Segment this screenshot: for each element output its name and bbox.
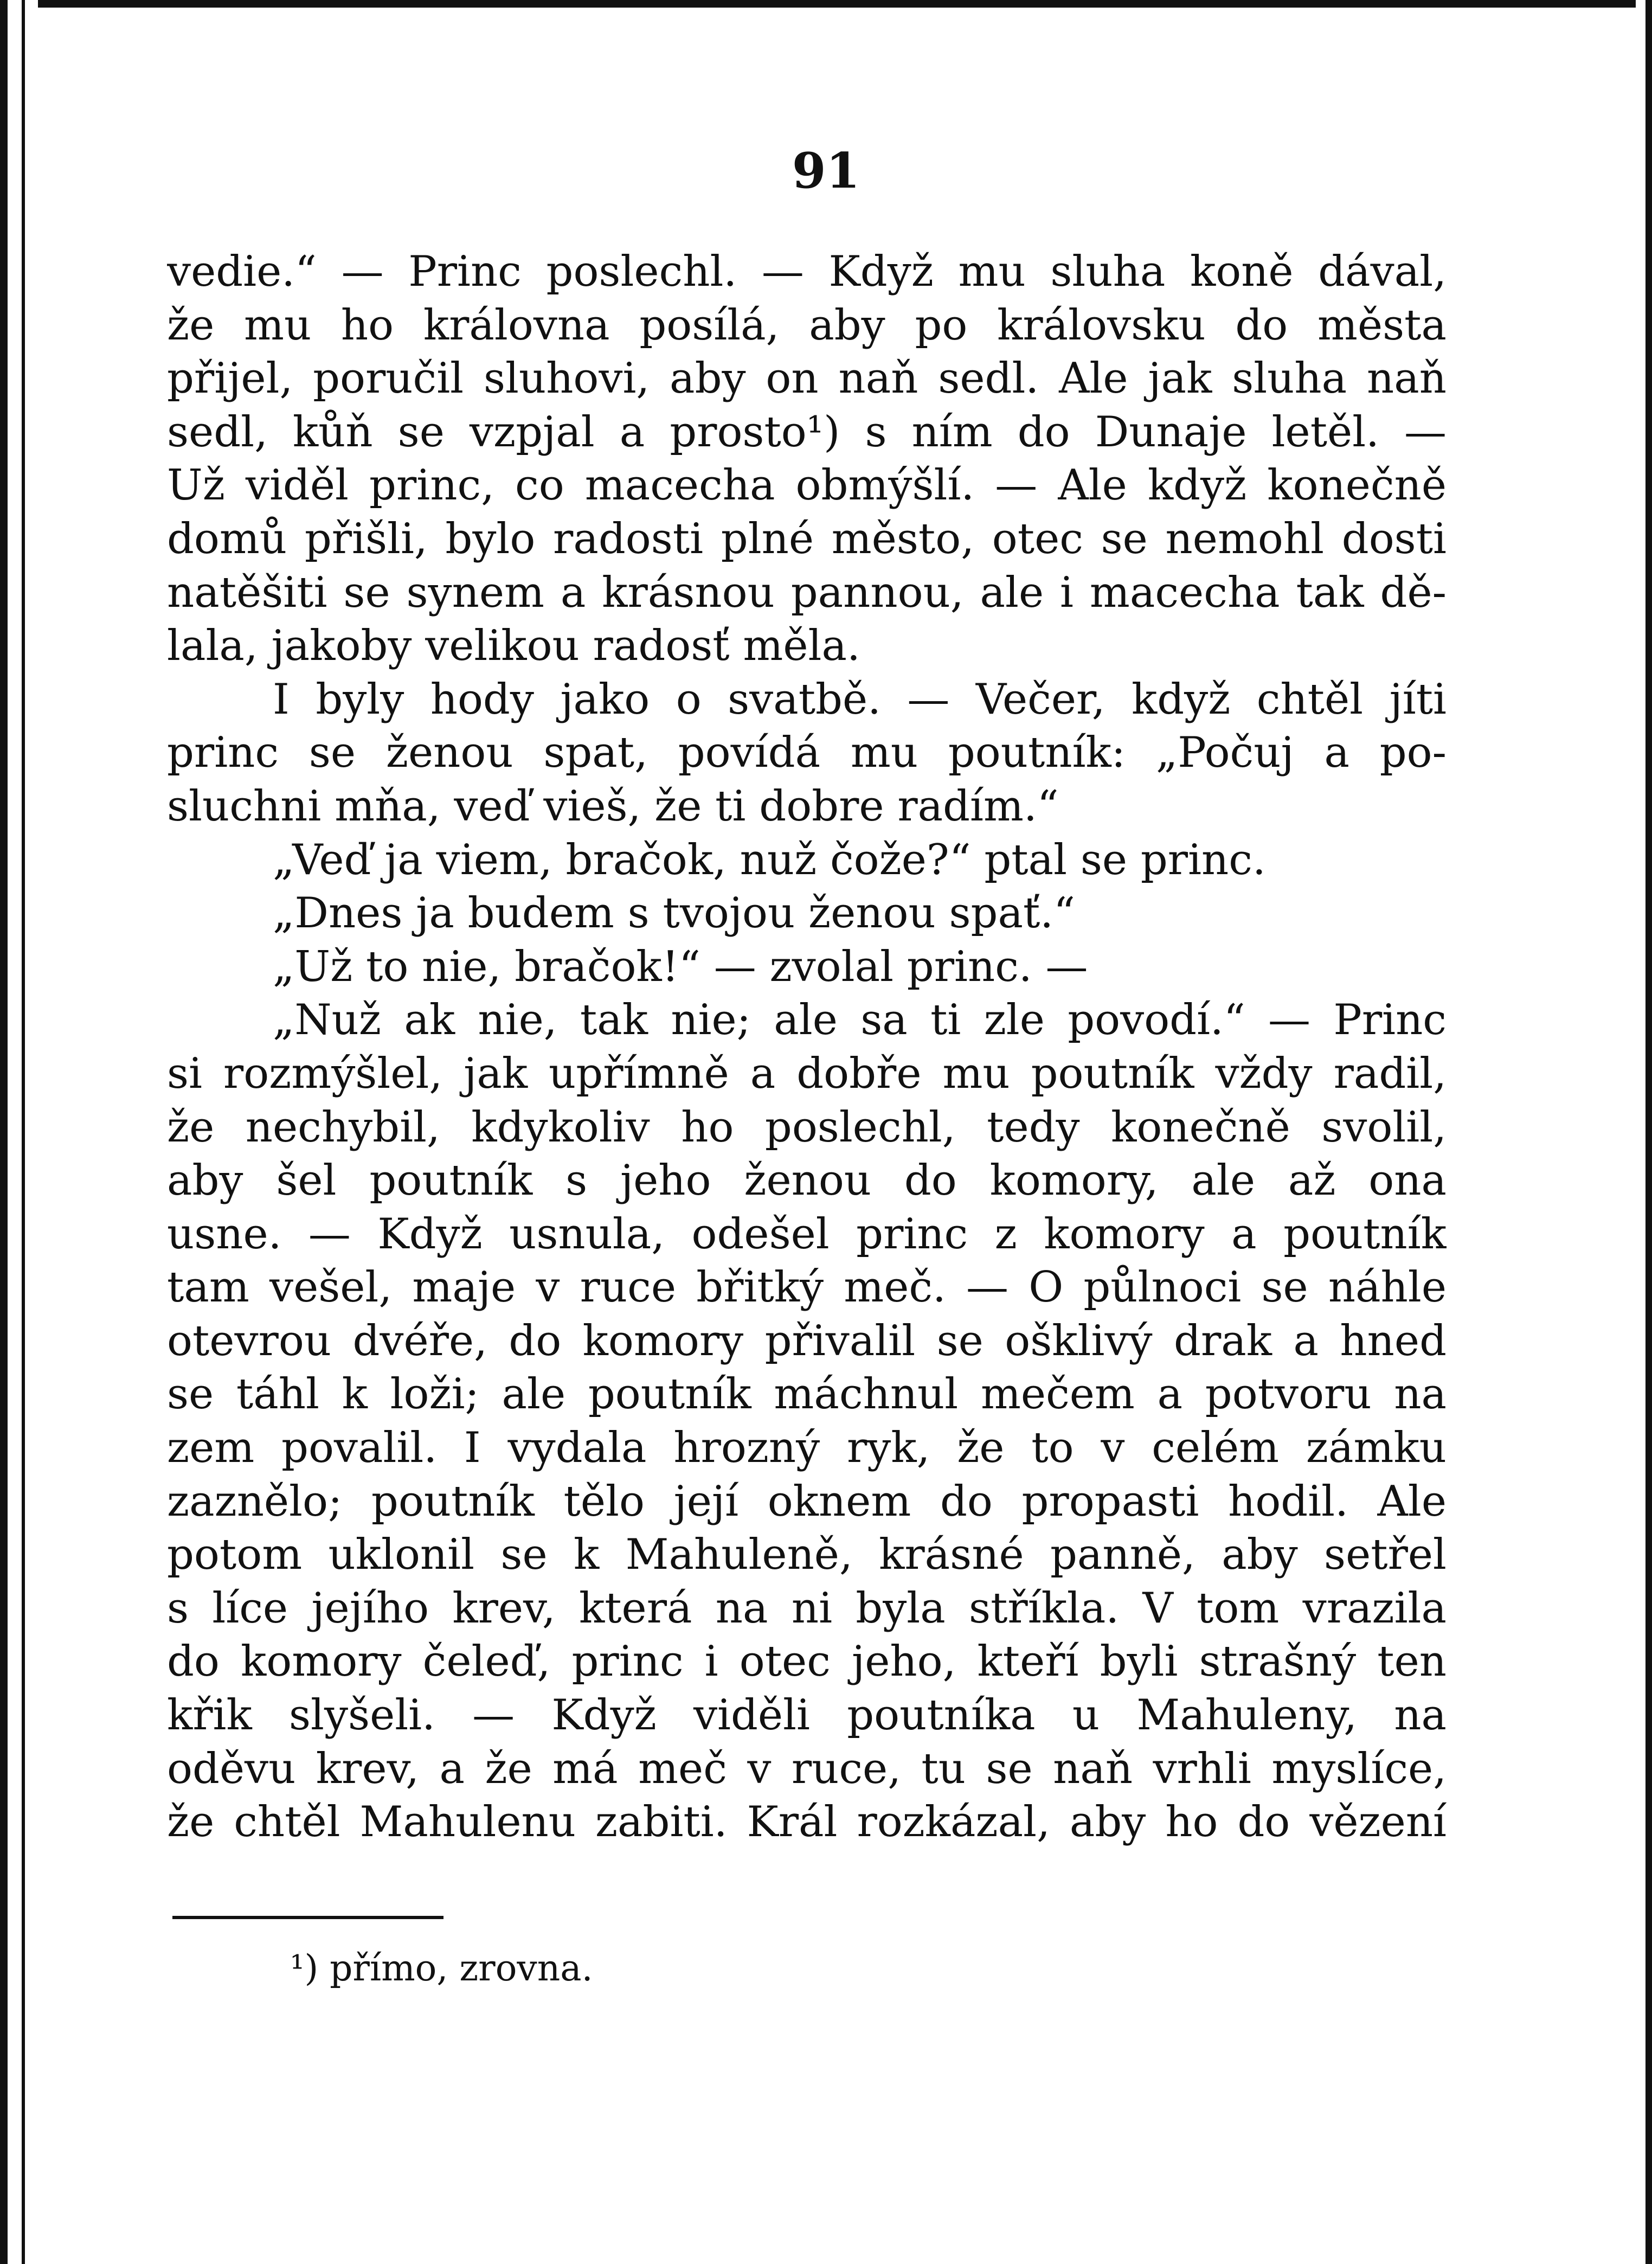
scan-border-top [0, 0, 1652, 8]
text-line: že chtěl Mahulenu zabiti. Král rozkázal, aby ho do vězení [167, 1798, 1447, 1847]
text-line: „Veď ja viem, bračok, nuž čože?“ ptal se princ. [273, 835, 1266, 884]
text-line: domů přišli, bylo radosti plné město, otec se nemohl dosti [167, 514, 1447, 563]
text-line: vedie.“ — Princ poslechl. — Když mu sluha koně dával, [167, 247, 1447, 296]
text-line: se táhl k loži; ale poutník máchnul mečem a potvoru na [167, 1370, 1447, 1419]
footnote-rule [172, 1916, 443, 1919]
text-line: usne. — Když usnula, odešel princ z komory a poutník [167, 1209, 1447, 1259]
text-line: lala, jakoby velikou radosť měla. [167, 621, 860, 671]
text-line: zem povalil. I vydala hrozný ryk, že to v celém zámku [167, 1423, 1447, 1473]
text-line: tam vešel, maje v ruce břitký meč. — O půlnoci se náhle [167, 1263, 1447, 1312]
text-line: princ se ženou spat, povídá mu poutník: „Počuj a po- [167, 728, 1447, 778]
text-line: sedl, kůň se vzpjal a prosto¹) s ním do Dunaje letěl. — [167, 407, 1447, 457]
text-line: „Nuž ak nie, tak nie; ale sa ti zle povodí.“ — Princ [273, 996, 1447, 1045]
text-line: „Dnes ja budem s tvojou ženou spať.“ [273, 889, 1075, 938]
text-line: I byly hody jako o svatbě. — Večer, když chtěl jíti [273, 675, 1447, 724]
text-line: zaznělo; poutník tělo její oknem do propasti hodil. Ale [167, 1477, 1447, 1526]
scan-border-left [0, 0, 38, 2264]
text-line: oděvu krev, a že má meč v ruce, tu se naň vrhli myslíce, [167, 1744, 1447, 1793]
footnote: ¹) přímo, zrovna. [290, 1947, 593, 1989]
text-line: křik slyšeli. — Když viděli poutníka u Mahuleny, na [167, 1691, 1447, 1740]
text-line: sluchni mňa, veď vieš, že ti dobre radím.“ [167, 781, 1059, 831]
text-line: otevrou dvéře, do komory přivalil se ošklivý drak a hned [167, 1316, 1447, 1365]
text-line: aby šel poutník s jeho ženou do komory, ale až ona [167, 1156, 1447, 1205]
text-line: že mu ho královna posílá, aby po královsku do města [167, 300, 1447, 350]
scan-border-right [1636, 0, 1652, 2264]
text-line: přijel, poručil sluhovi, aby on naň sedl. Ale jak sluha naň [167, 354, 1447, 403]
text-line: „Už to nie, bračok!“ — zvolal princ. — [273, 942, 1088, 991]
text-line: s líce jejího krev, která na ni byla stříkla. V tom vrazila [167, 1583, 1447, 1633]
text-line: že nechybil, kdykoliv ho poslechl, tedy konečně svolil, [167, 1102, 1447, 1152]
text-line: potom uklonil se k Mahuleně, krásné panně, aby setřel [167, 1530, 1447, 1580]
body-text [167, 245, 1447, 1849]
text-line: natěšiti se synem a krásnou pannou, ale i macecha tak dě- [167, 568, 1447, 617]
text-line: Už viděl princ, co macecha obmýšlí. — Ale když konečně [167, 461, 1447, 510]
page-number: 91 [792, 142, 860, 200]
text-line: do komory čeleď, princ i otec jeho, kteří byli strašný ten [167, 1637, 1447, 1686]
text-line: si rozmýšlel, jak upřímně a dobře mu poutník vždy radil, [167, 1049, 1447, 1098]
